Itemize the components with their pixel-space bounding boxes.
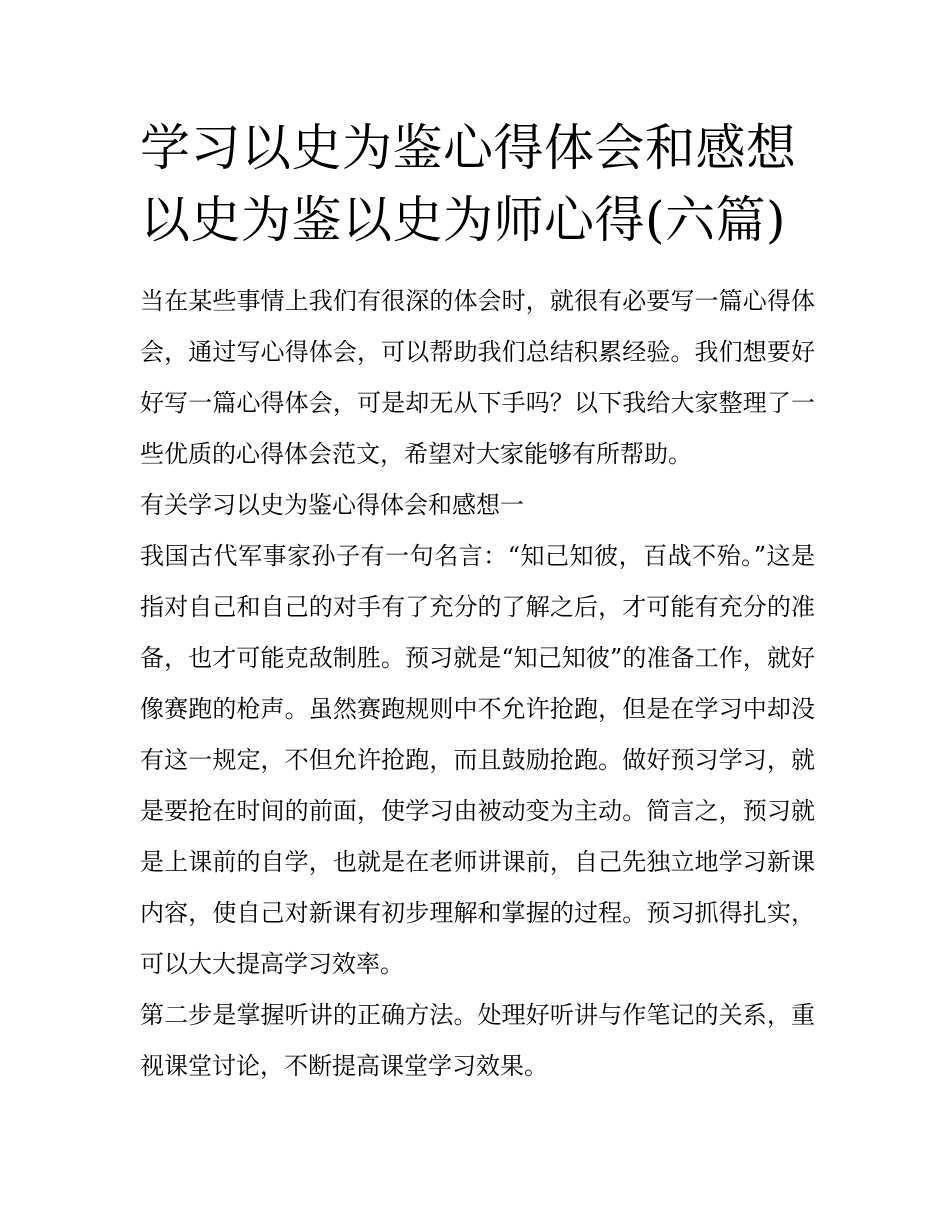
document-title: 学习以史为鉴心得体会和感想以史为鉴以史为师心得(六篇) bbox=[140, 119, 797, 249]
body-paragraph: 第二步是掌握听讲的正确方法。处理好听讲与作笔记的关系，重视课堂讨论，不断提高课堂学习效果。 bbox=[140, 1001, 815, 1080]
document-body bbox=[140, 276, 815, 1092]
body-paragraph: 我国古代军事家孙子有一句名言：“知己知彼，百战不殆。”这是指对自己和自己的对手有了充分的了解之后，才可能有充分的准备，也才可能克敌制胜。预习就是“知己知彼”的准备工作，就好像赛跑的枪声。虽然赛跑规则中不允许抢跑，但是在学习中却没有这一规定，不但允许抢跑，而且鼓励抢跑。做好预习学习，就是要抢在时间的前面，使学习由被动变为主动。简言之，预习就是上课前的自学，也就是在老师讲课前，自己先独立地学习新课内容，使自己对新课有初步理解和掌握的过程。预习抓得扎实，可以大大提高学习效率。 bbox=[140, 542, 815, 978]
section-heading: 有关学习以史为鉴心得体会和感想一 bbox=[140, 491, 524, 519]
intro-paragraph: 当在某些事情上我们有很深的体会时，就很有必要写一篇心得体会，通过写心得体会，可以帮助我们总结积累经验。我们想要好好写一篇心得体会，可是却无从下手吗？以下我给大家整理了一些优质的心得体会范文，希望对大家能够有所帮助。 bbox=[140, 287, 815, 468]
